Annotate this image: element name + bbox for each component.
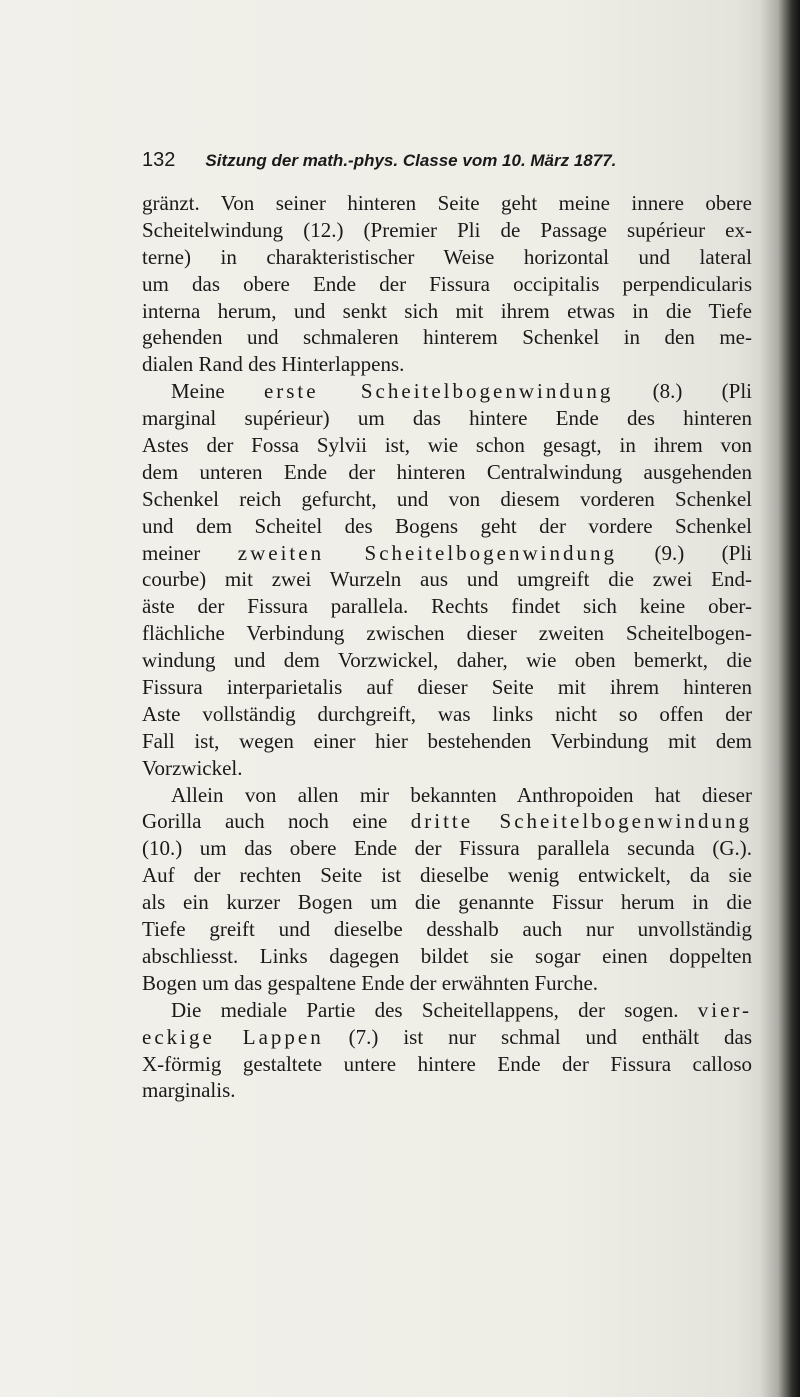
text-line: Schenkel reich gefurcht, und von diesem vorderen Schenkel	[142, 486, 752, 511]
text-line	[142, 997, 752, 1024]
text-line: interna herum, und senkt sich mit ihrem etwas in die Tiefe	[142, 298, 752, 323]
text-line: courbe) mit zwei Wurzeln aus und umgreift die zwei End-	[142, 567, 752, 592]
text-line: als ein kurzer Bogen um die genannte Fissur herum in die	[142, 890, 752, 915]
spaced-term: zweiten Scheitelbogenwindung	[237, 540, 617, 565]
text-line: Fall ist, wegen einer hier bestehenden Verbindung mit dem	[142, 728, 752, 753]
text-line: Fissura interparietalis auf dieser Seite mit ihrem hinteren	[142, 675, 752, 700]
body-text	[142, 190, 752, 1104]
text-segment: (8.) (Pli	[613, 379, 752, 404]
text-line: terne) in charakteristischer Weise horizontal und lateral	[142, 244, 752, 269]
text-line: gehenden und schmaleren hinterem Schenkel in den me-	[142, 325, 752, 350]
text-segment: (9.) (Pli	[617, 540, 752, 565]
text-line: Scheitelwindung (12.) (Premier Pli de Passage supérieur ex-	[142, 217, 752, 242]
paragraph	[142, 997, 752, 1105]
text-line	[142, 540, 752, 567]
text-line: Allein von allen mir bekannten Anthropoiden hat dieser	[171, 782, 752, 807]
text-line	[142, 808, 752, 835]
paragraph	[142, 378, 752, 781]
text-line: Tiefe greift und dieselbe desshalb auch nur unvollständig	[142, 917, 752, 942]
text-segment: Die mediale Partie des Scheitellappens, der sogen.	[171, 997, 698, 1022]
page-number: 132	[142, 149, 176, 171]
text-line: Auf der rechten Seite ist dieselbe wenig entwickelt, da sie	[142, 863, 752, 888]
text-line: marginalis.	[142, 1078, 236, 1103]
text-segment: meiner	[142, 540, 238, 565]
paragraph	[142, 190, 752, 378]
text-line: marginal supérieur) um das hintere Ende des hinteren	[142, 406, 752, 431]
text-line: windung und dem Vorzwickel, daher, wie oben bemerkt, die	[142, 648, 752, 673]
text-line: Bogen um das gespaltene Ende der erwähnten Furche.	[142, 970, 599, 995]
text-line: äste der Fissura parallela. Rechts findet sich keine ober-	[142, 594, 752, 619]
spaced-term: vier-	[697, 997, 752, 1022]
text-line: abschliesst. Links dagegen bildet sie sogar einen doppelten	[142, 943, 752, 968]
text-line: (10.) um das obere Ende der Fissura parallela secunda (G.).	[142, 836, 752, 861]
text-line: und dem Scheitel des Bogens geht der vordere Schenkel	[142, 513, 752, 538]
text-line: Vorzwickel.	[142, 755, 243, 780]
paragraph	[142, 782, 752, 997]
running-head: Sitzung der math.-phys. Classe vom 10. März 1877.	[205, 151, 617, 170]
text-line: X-förmig gestaltete untere hintere Ende der Fissura calloso	[142, 1051, 752, 1076]
text-segment: Gorilla auch noch eine	[142, 809, 411, 834]
text-line	[142, 1024, 752, 1051]
text-line: dem unteren Ende der hinteren Centralwindung ausgehenden	[142, 459, 752, 484]
text-line	[142, 378, 752, 405]
page-binding-edge	[760, 0, 800, 1397]
spaced-term: dritte Scheitelbogenwindung	[410, 809, 752, 834]
page-header	[142, 148, 742, 172]
text-line: dialen Rand des Hinterlappens.	[142, 352, 405, 377]
text-line: um das obere Ende der Fissura occipitalis perpendicularis	[142, 271, 752, 296]
spaced-term: erste Scheitelbogenwindung	[263, 379, 614, 404]
text-segment: (7.) ist nur schmal und enthält das	[323, 1024, 752, 1049]
text-line: Aste vollständig durchgreift, was links nicht so offen der	[142, 701, 752, 726]
spaced-term: eckige Lappen	[142, 1024, 324, 1049]
text-line: flächliche Verbindung zwischen dieser zweiten Scheitelbogen-	[142, 621, 752, 646]
text-line: Astes der Fossa Sylvii ist, wie schon gesagt, in ihrem von	[142, 433, 752, 458]
text-segment: Meine	[171, 379, 264, 404]
text-line: gränzt. Von seiner hinteren Seite geht meine innere obere	[142, 191, 752, 215]
